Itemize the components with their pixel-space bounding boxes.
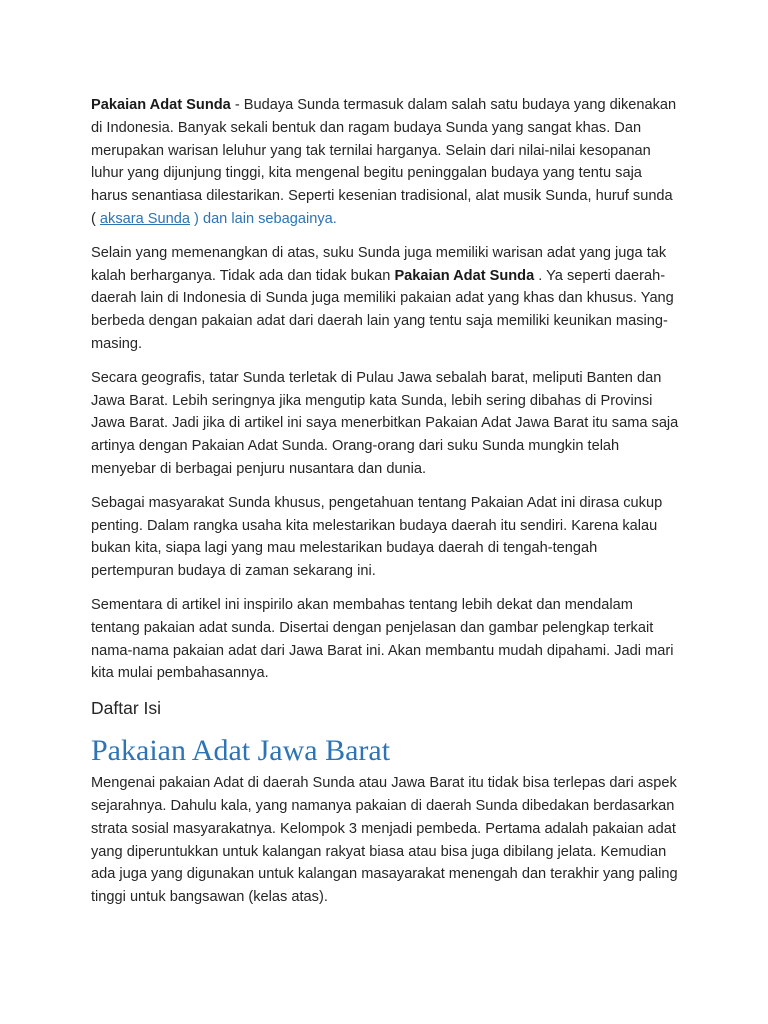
intro-tail-text: ) dan lain sebagainya. — [189, 210, 337, 227]
p2-text-before: Selain yang memenangkan di atas, suku Sunda juga memiliki warisan adat yang juga tak kalah berharganya. Tidak ada dan tidak bukan — [91, 244, 667, 284]
paragraph-5: Sementara di artikel ini inspirilo akan membahas tentang lebih dekat dan mendalam tentang pakaian adat sunda. Disertai dengan penjelasan dan gambar pelengkap terkait nama-nama pakaian adat dari Jawa Barat ini. Akan membantu mudah dipahami. Jadi mari kita mulai pembahasannya. — [91, 596, 674, 682]
document-page — [91, 94, 681, 920]
table-of-contents-label[interactable]: Daftar Isi — [91, 698, 162, 719]
p2-text-after: . Ya seperti daerah-daerah lain di Indonesia di Sunda juga memiliki pakaian adat yang khas dan khusus. Yang berbeda dengan pakaian adat dari daerah lain yang tentu saja memiliki keunikan masing-masing. — [91, 267, 674, 352]
aksara-sunda-link[interactable]: aksara Sunda — [99, 210, 190, 227]
intro-text: - Budaya Sunda termasuk dalam salah satu budaya yang dikenakan di Indonesia. Banyak sekali bentuk dan ragam budaya Sunda yang sangat khas. Dan merupakan warisan leluhur yang tak ternilai harganya. Selain dari nilai-nilai kesopanan luhur yang dijunjung tinggi, kita mengenal begitu peninggalan budaya yang tentu saja harus senantiasa dilestarikan. Seperti kesenian tradisional, alat musik Sunda, huruf sunda ( — [91, 97, 677, 227]
paragraph-4: Sebagai masyarakat Sunda khusus, pengetahuan tentang Pakaian Adat ini dirasa cukup penting. Dalam rangka usaha kita melestarikan budaya daerah itu sendiri. Karena kalau bukan kita, siapa lagi yang mau melestarikan budaya daerah di tengah-tengah pertempuran budaya di zaman sekarang ini. — [91, 494, 663, 580]
intro-bold-title: Pakaian Adat Sunda — [91, 97, 231, 113]
section-heading: Pakaian Adat Jawa Barat — [91, 734, 391, 768]
p2-bold-text: Pakaian Adat Sunda — [394, 267, 535, 284]
paragraph-2 — [91, 242, 681, 356]
paragraph-intro — [91, 94, 681, 231]
paragraph-3: Secara geografis, tatar Sunda terletak di Pulau Jawa sebalah barat, meliputi Banten dan Jawa Barat. Lebih seringnya jika mengutip kata Sunda, lebih sering dibahas di Provinsi Jawa Barat. Jadi jika di artikel ini saya menerbitkan Pakaian Adat Jawa Barat itu sama saja artinya dengan Pakaian Adat Sunda. Orang-orang dari suku Sunda mungkin telah menyebar di berbagai penjuru nusantara dan dunia. — [91, 369, 679, 477]
paragraph-6: Mengenai pakaian Adat di daerah Sunda atau Jawa Barat itu tidak bisa terlepas dari aspek sejarahnya. Dahulu kala, yang namanya pakaian di daerah Sunda dibedakan berdasarkan strata sosial masyarakatnya. Kelompok 3 menjadi pembeda. Pertama adalah pakaian adat yang diperuntukkan untuk kalangan rakyat biasa atau bisa juga dibilang jelata. Kemudian ada juga yang digunakan untuk kalangan masayarakat menengah dan terakhir yang paling tinggi untuk bangsawan (kelas atas). — [91, 775, 678, 906]
